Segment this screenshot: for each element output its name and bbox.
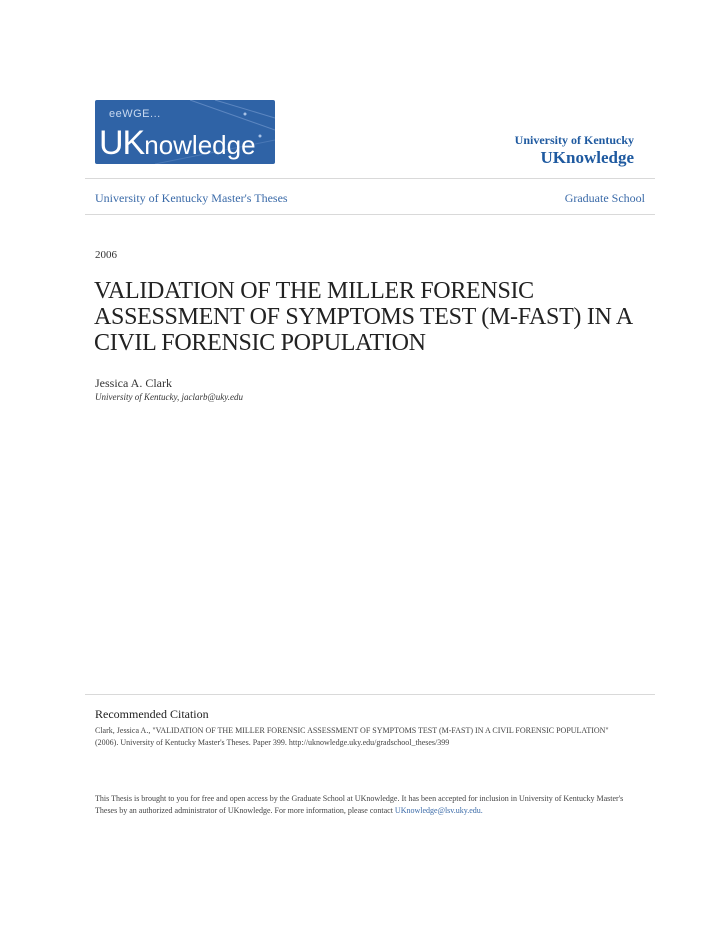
series-link[interactable]: University of Kentucky Master's Theses [95, 191, 288, 205]
repository-name-link[interactable]: UKnowledge [540, 148, 634, 167]
publication-year: 2006 [95, 249, 117, 261]
citation-body: Clark, Jessica A., "VALIDATION OF THE MILLER FORENSIC ASSESSMENT OF SYMPTOMS TEST (M-FAST) IN A CIVIL FORENSIC POPULATION" (2006). University of Kentucky Master's Theses. Paper 399. http://uknowledge.uky.edu/gradschool_theses/399 [95, 726, 609, 747]
logo-wordmark-uk: UK [99, 124, 145, 162]
logo-wordmark-rest: nowledge [144, 130, 256, 160]
university-name-link[interactable]: University of Kentucky [514, 133, 634, 147]
graduate-school-link[interactable]: Graduate School [564, 191, 645, 205]
nav-divider [85, 214, 655, 215]
contact-email-link[interactable]: UKnowledge@lsv.uky.edu. [394, 806, 483, 815]
document-title: VALIDATION OF THE MILLER FORENSIC ASSESSMENT OF SYMPTOMS TEST (M-FAST) IN A CIVIL FORENSIC POPULATION [94, 278, 632, 356]
citation-divider [85, 694, 655, 695]
access-statement-text: This Thesis is brought to you for free and open access by the Graduate School at UKnowledge. It has been accepted for inclusion in University of Kentucky Master's Theses by an authorized administrator of UKnowledge. For more information, please contact [95, 794, 624, 815]
logo-wordmark [99, 124, 256, 163]
access-statement [95, 793, 625, 817]
uknowledge-logo[interactable] [95, 100, 275, 164]
author-affiliation: University of Kentucky, jaclarb@uky.edu [95, 392, 243, 402]
citation-heading: Recommended Citation [95, 707, 209, 721]
author-name[interactable]: Jessica A. Clark [95, 376, 172, 390]
header-divider [85, 178, 655, 179]
logo-tagline: eeWGE... [109, 108, 161, 120]
